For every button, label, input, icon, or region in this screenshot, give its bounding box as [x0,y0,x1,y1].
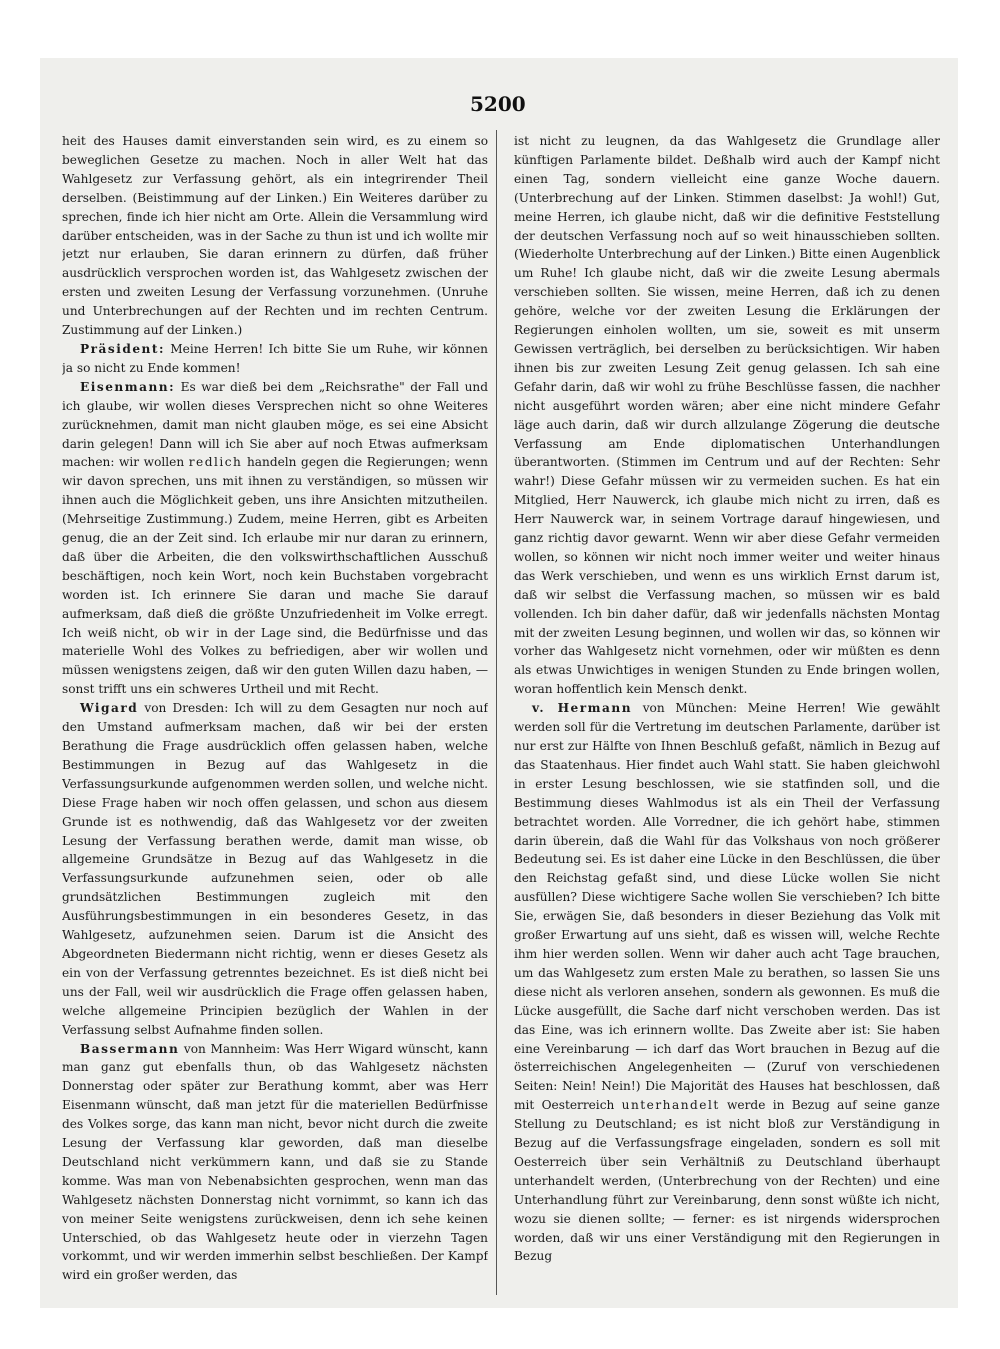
column-divider [496,130,497,1295]
left-column [62,132,488,1292]
speech-praesident [62,340,488,378]
speech-wigard [62,699,488,1039]
speech-text: Es war dieß bei dem „Reichsrathe" der Fall und ich glaube, wir wollen dieses Versprechen nicht so ohne Weiteres zurücknehmen, damit man nicht glauben möge, es sei eine Absicht darin gelegen! Dann will ich Sie aber auf noch Etwas aufmerksam machen: wir wollen [62,379,488,470]
speaker-name: Bassermann [80,1041,180,1056]
speech-hermann [514,699,940,1266]
paragraph-continuation: ist nicht zu leugnen, da das Wahlgesetz die Grundlage aller künftigen Parlamente bildet. Deßhalb wird auch der Kampf nicht einen Tag, sondern vielleicht eine ganze Woche dauern. (Unterbrechung auf der Linken. Stimmen daselbst: Ja wohl!) Gut, meine Herren, ich glaube nicht, daß wir die definitive Feststellung der deutschen Verfassung noch auf so weit hinausschieben sollten. (Wiederholte Unterbrechung auf der Linken.) Bitte einen Augenblick um Ruhe! Ich glaube nicht, daß wir die zweite Lesung abermals verschieben sollten. Sie wissen, meine Herren, daß ich zu denen gehöre, welche vor der zweiten Lesung die Erklärungen der Regierungen einholen wollten, um sie, soweit es mit unserm Gewissen verträglich, bei derselben zu berücksichtigen. Wir haben ihnen bis zur zweiten Lesung Zeit genug gelassen. Ich sah eine Gefahr darin, daß wir wohl zu frühe Beschlüsse fassen, die nachher nicht ausgeführt worden wären; aber eine nicht mindere Gefahr läge auch darin, daß wir durch allzulange Zögerung die deutsche Verfassung am Ende diplomatischen Unterhandlungen überantworten. (Stimmen im Centrum und auf der Rechten: Sehr wahr!) Diese Gefahr müssen wir zu vermeiden suchen. Es hat ein Mitglied, Herr Nauwerck, ich glaube mich nicht zu irren, daß es Herr Nauwerck war, in seinem Vortrage darauf hingewiesen, und ganz richtig davor gewarnt. Wenn wir aber diese Gefahr vermeiden wollen, so können wir nicht noch immer weiter und weiter hinaus das Werk verschieben, und wenn es uns wirklich Ernst darum ist, daß wir selbst die Verfassung machen, so müssen wir es bald vollenden. Ich bin daher dafür, daß wir jedenfalls nächsten Montag mit der zweiten Lesung beginnen, und wollen wir das, so können wir vorher das Wahlgesetz nicht vornehmen, oder wir müßten es denn als etwas Unwichtiges in wenigen Stunden zu Ende bringen wollen, woran hoffentlich kein Mensch denkt. [514,134,940,697]
speech-text: Meine Herren! Ich bitte Sie um Ruhe, wir können ja so nicht zu Ende kommen! [62,341,488,375]
right-column [514,132,940,1292]
page-number: 5200 [470,92,526,116]
emphasis-text: wir [185,625,211,640]
speaker-name: Präsident: [80,341,165,356]
speech-text: werde in Bezug auf seine ganze Stellung zu Deutschland; es ist nicht bloß zur Verständigung in Bezug auf die Verfassungsfrage eingeladen, sondern es soll mit Oesterreich über sein Verhältniß zu Deutschland überhaupt unterhandelt werden, (Unterbrechung von der Rechten) und eine Unterhandlung führt zur Vereinbarung, denn sonst wüßte ich nicht, wozu sie dienen sollte; — ferner: es ist nirgends widersprochen worden, daß wir uns einer Verständigung mit den Regierungen in Bezug [514,1098,940,1264]
speaker-name: v. Hermann [532,701,633,716]
speech-eisenmann [62,378,488,699]
speech-bassermann [62,1040,488,1286]
speech-text: von Mannheim: Was Herr Wigard wünscht, kann man ganz gut ebenfalls thun, ob das Wahlgesetz nächsten Donnerstag oder später zur Berathung kommt, aber was Herr Eisenmann wünscht, daß man jetzt für die materiellen Bedürfnisse des Volkes sorge, das kann man nicht, bevor nicht durch die zweite Lesung der Verfassung klar geworden, daß man dieselbe Deutschland nicht verkümmern kann, und daß sie zu Stande komme. Was man von Nebenabsichten gesprochen, wenn man das Wahlgesetz nächsten Donnerstag nicht vornimmt, so kann ich das von meiner Seite wenigstens zurückweisen, denn ich sehe keinen Unterschied, ob das Wahlgesetz heute oder in vierzehn Tagen vorkommt, und wir werden immerhin selbst beschließen. Der Kampf wird ein großer werden, das [62,1041,488,1283]
speech-text: von Dresden: Ich will zu dem Gesagten nur noch auf den Umstand aufmerksam machen, daß wir bei der ersten Berathung die Frage ausdrücklich offen gelassen haben, welche Bestimmungen in Bezug auf das Wahlgesetz in die Verfassungsurkunde aufgenommen werden sollen, und welche nicht. Diese Frage haben wir noch offen gelassen, und schon aus diesem Grunde ist es nothwendig, daß das Wahlgesetz vor der zweiten Lesung der Verfassung berathen werde, damit man wisse, ob allgemeine Grundsätze in Bezug auf das Wahlgesetz in die Verfassungsurkunde aufzunehmen seien, oder ob alle grundsätzlichen Bestimmungen zugleich mit den Ausführungsbestimmungen in ein besonderes Gesetz, in das Wahlgesetz, aufzunehmen seien. Darum ist die Ansicht des Abgeordneten Biedermann nicht richtig, wenn er dieses Gesetz als ein von der Verfassung getrenntes bezeichnet. Es ist dieß nicht bei uns der Fall, weil wir ausdrücklich die Frage offen gelassen haben, welche allgemeine Principien bezüglich der Wahlen in der Verfassung selbst Aufnahme finden sollen. [62,701,488,1037]
speech-text: von München: Meine Herren! Wie gewählt werden soll für die Vertretung im deutschen Parlamente, darüber ist nur erst zur Hälfte von Ihnen Beschluß gefaßt, nämlich in Bezug auf das Staatenhaus. Hier findet auch Wahl statt. Sie haben gleichwohl in erster Lesung beschlossen, wie sie statfinden soll, und die Bestimmung dieses Wahlmodus ist als ein Theil der Verfassung betrachtet worden. Alle Vorredner, die ich gehört habe, stimmen darin überein, daß die Wahl für das Volkshaus von noch größerer Bedeutung sei. Es ist daher eine Lücke in den Beschlüssen, die über den Reichstag gefaßt sind, und diese Lücke wollen Sie nicht ausfüllen? Diese wichtigere Sache wollen Sie verschieben? Ich bitte Sie, erwägen Sie, daß besonders in dieser Beziehung das Volk mit großer Erwartung auf uns sieht, daß es wissen will, welche Rechte ihm hier werden sollen. Wenn wir daher auch acht Tage brauchen, um das Wahlgesetz zum ersten Male zu berathen, so lassen Sie uns diese nicht als verloren ansehen, sondern als gewonnen. Es muß die Lücke ausgefüllt, die Sache darf nicht verschoben werden. Das ist das Eine, was ich erinnern wollte. Das Zweite aber ist: Sie haben eine Vereinbarung — ich darf das Wort brauchen in Bezug auf die österreichischen Angelegenheiten — (Zuruf von verschiedenen Seiten: Nein! Nein!) Die Majorität des Hauses hat beschlossen, daß mit Oesterreich [514,701,940,1113]
paragraph-continuation: heit des Hauses damit einverstanden sein wird, es zu einem so beweglichen Gesetze zu machen. Noch in aller Welt hat das Wahlgesetz zur Verfassung gehört, als ein integrirender Theil derselben. (Beistimmung auf der Linken.) Ein Weiteres darüber zu sprechen, finde ich hier nicht am Orte. Allein die Versammlung wird darüber entscheiden, was in der Sache zu thun ist und ich wollte mir jetzt nur erlauben, Sie daran erinnern zu dürfen, daß früher ausdrücklich versprochen worden ist, das Wahlgesetz zwischen der ersten und zweiten Lesung der Verfassung vorzunehmen. (Unruhe und Unterbrechungen auf der Rechten und im rechten Centrum. Zustimmung auf der Linken.) [62,134,488,338]
emphasis-text: unterhandelt [621,1098,720,1113]
speech-text: handeln gegen die Regierungen; wenn wir davon sprechen, uns mit ihnen zu verständigen, so müssen wir ihnen auch die Möglichkeit geben, uns ihre Ansichten mitzutheilen. (Mehrseitige Zustimmung.) Zudem, meine Herren, gibt es Arbeiten genug, die an der Zeit sind. Ich erlaube mir nur daran zu erinnern, daß über die Arbeiten, die den volkswirthschaftlichen Ausschuß beschäftigen, noch kein Wort, noch kein Buchstaben vorgebracht worden ist. Ich erinnere Sie daran und mache Sie darauf aufmerksam, daß dieß die größte Unzufriedenheit im Volke erregt. Ich weiß nicht, ob [62,455,488,640]
emphasis-text: redlich [188,455,243,470]
speech-text: in der Lage sind, die Bedürfnisse und das materielle Wohl des Volkes zu befriedigen, aber wir wollen und müssen wenigstens zeigen, daß wir den guten Willen dazu haben, — sonst trifft uns ein schweres Urtheil und mit Recht. [62,625,488,697]
speaker-name: Wigard [80,701,139,716]
speaker-name: Eisenmann: [80,379,176,394]
